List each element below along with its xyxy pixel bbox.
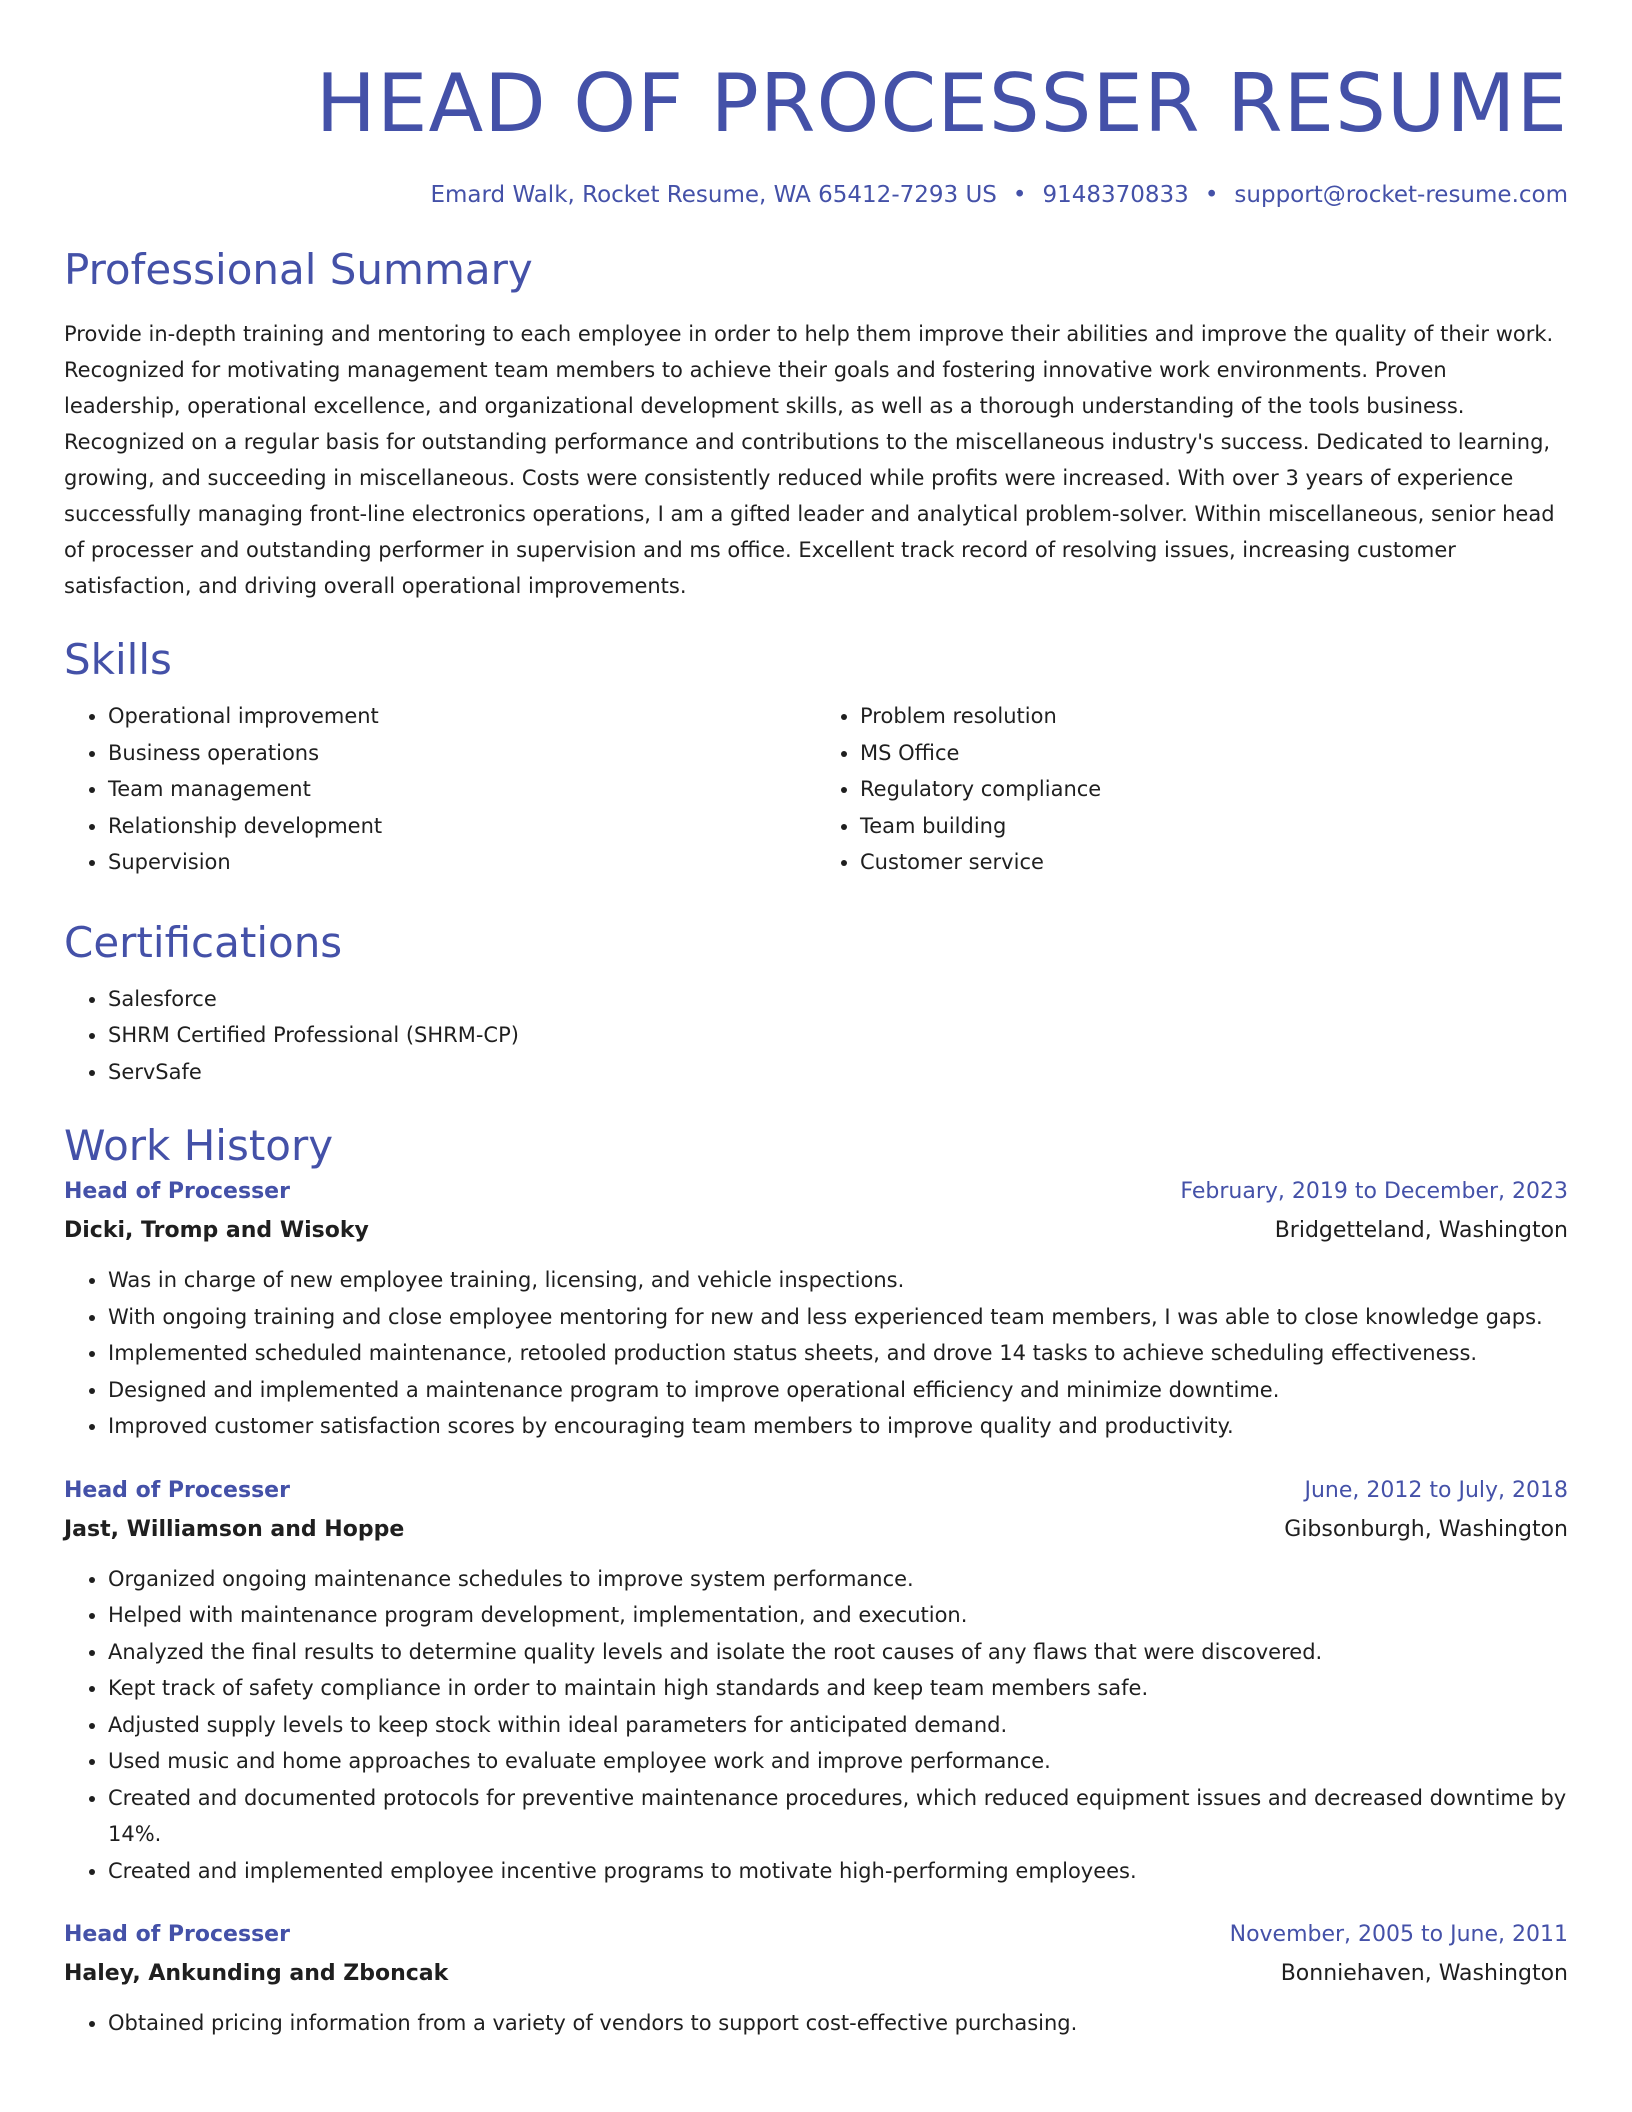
job-title: Head of Processer [64, 1922, 290, 1947]
skill-item: • Supervision [108, 844, 816, 881]
job-title: Head of Processer [64, 1477, 290, 1503]
work-history [64, 1172, 1568, 2042]
job-location: Gibsonburgh, Washington [1284, 1516, 1568, 1542]
job-bullet: • Obtained pricing information from a variety of vendors to support cost-effective purchasing. [108, 2005, 1568, 2042]
skills-list-right [816, 698, 1568, 881]
contact-address: Emard Walk, Rocket Resume, WA 65412-7293 US [430, 182, 997, 208]
certification-item: • SHRM Certified Professional (SHRM-CP) [108, 1017, 1568, 1054]
contact-separator: • [1012, 182, 1027, 208]
job-bullet: • Helped with maintenance program development, implementation, and execution. [108, 1597, 1568, 1634]
job-bullet: • Organized ongoing maintenance schedules to improve system performance. [108, 1561, 1568, 1598]
certification-item: • ServSafe [108, 1054, 1568, 1091]
skill-item: • Regulatory compliance [860, 771, 1568, 808]
section-heading-skills: Skills [64, 635, 172, 684]
contact-separator: • [1204, 182, 1219, 208]
skill-item: • Relationship development [108, 808, 816, 845]
job-bullet: • Created and implemented employee incentive programs to motivate high-performing employees. [108, 1853, 1568, 1890]
contact-email: support@rocket-resume.com [1234, 182, 1568, 208]
job-bullet: • Improved customer satisfaction scores by encouraging team members to improve quality and productivity. [108, 1408, 1568, 1445]
skill-item: • Problem resolution [860, 698, 1568, 735]
job-dates: June, 2012 to July, 2018 [1304, 1477, 1568, 1503]
skill-item: • MS Office [860, 735, 1568, 772]
job-bullets [64, 2005, 1568, 2042]
job-bullet: • Analyzed the final results to determine quality levels and isolate the root causes of any flaws that were discovered. [108, 1634, 1568, 1671]
job-bullet: • With ongoing training and close employee mentoring for new and less experienced team members, I was able to close knowledge gaps. [108, 1299, 1568, 1336]
skills-list-left [64, 698, 816, 881]
job-company: Jast, Williamson and Hoppe [64, 1516, 405, 1542]
skill-item: • Team management [108, 771, 816, 808]
section-heading-work-history: Work History [64, 1121, 334, 1170]
section-heading-certifications: Certifications [64, 917, 343, 967]
contact-line [64, 180, 1568, 210]
job-bullets [64, 1561, 1568, 1890]
job-entry [64, 1471, 1568, 1890]
contact-phone: 9148370833 [1042, 182, 1189, 208]
job-location: Bridgetteland, Washington [1274, 1218, 1568, 1243]
job-bullet: • Was in charge of new employee training, licensing, and vehicle inspections. [108, 1262, 1568, 1299]
skill-item: • Team building [860, 808, 1568, 845]
job-bullet: • Created and documented protocols for preventive maintenance procedures, which reduced equipment issues and decreased downtime by 14%. [108, 1780, 1568, 1853]
skill-item: • Business operations [108, 735, 816, 772]
section-heading-summary: Professional Summary [64, 245, 533, 294]
job-location: Bonniehaven, Washington [1280, 1961, 1568, 1986]
certifications-list [64, 981, 1568, 1091]
job-company: Haley, Ankunding and Zboncak [64, 1961, 449, 1986]
job-dates: November, 2005 to June, 2011 [1229, 1922, 1568, 1947]
skill-item: • Operational improvement [108, 698, 816, 735]
certification-item: • Salesforce [108, 981, 1568, 1018]
job-bullet: • Implemented scheduled maintenance, retooled production status sheets, and drove 14 tasks to achieve scheduling effectiveness. [108, 1335, 1568, 1372]
job-bullet: • Used music and home approaches to evaluate employee work and improve performance. [108, 1743, 1568, 1780]
job-bullet: • Kept track of safety compliance in order to maintain high standards and keep team members safe. [108, 1670, 1568, 1707]
skills-columns [64, 698, 1568, 881]
job-title: Head of Processer [64, 1179, 290, 1204]
summary-text: Provide in-depth training and mentoring to each employee in order to help them improve their abilities and improve the quality of their work. Recognized for motivating management team members to achieve their goals and fostering innovative work environments. Proven leadership, operational excellence, and organizational development skills, as well as a thorough understanding of the tools business. Recognized on a regular basis for outstanding performance and contributions to the miscellaneous industry's success. Dedicated to learning, growing, and succeeding in miscellaneous. Costs were consistently reduced while profits were increased. With over 3 years of experience successfully managing front-line electronics operations, I am a gifted leader and analytical problem-solver. Within miscellaneous, senior head of processer and outstanding performer in supervision and ms office. Excellent track record of resolving issues, increasing customer satisfaction, and driving overall operational improvements. [64, 322, 1555, 598]
resume-title: HEAD OF PROCESSER RESUME [315, 57, 1568, 150]
job-bullet: • Designed and implemented a maintenance program to improve operational efficiency and minimize downtime. [108, 1372, 1568, 1409]
job-bullet: • Adjusted supply levels to keep stock within ideal parameters for anticipated demand. [108, 1707, 1568, 1744]
job-entry [64, 1915, 1568, 2042]
job-entry [64, 1172, 1568, 1445]
job-bullets [64, 1262, 1568, 1445]
job-company: Dicki, Tromp and Wisoky [64, 1218, 369, 1243]
skill-item: • Customer service [860, 844, 1568, 881]
job-dates: February, 2019 to December, 2023 [1180, 1179, 1568, 1204]
